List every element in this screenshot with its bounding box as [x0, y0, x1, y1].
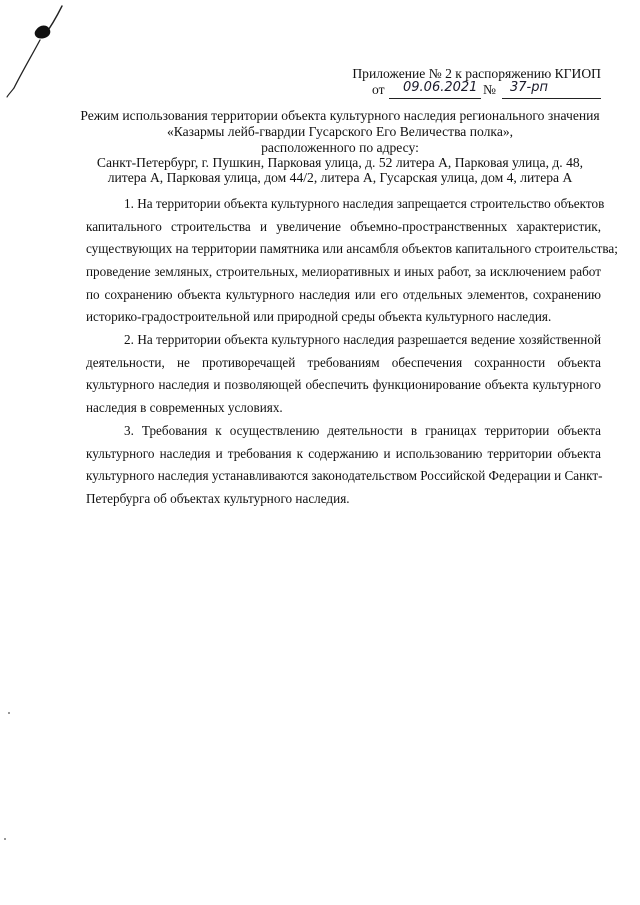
title-line: Режим использования территории объекта культурного наследия регионального значения — [80, 108, 600, 123]
date-field — [389, 80, 481, 99]
paragraph-line: культурного наследия и требования к содержанию и использованию территории объекта — [86, 446, 601, 461]
order-number: 37-рп — [510, 80, 548, 95]
paragraph-line: наследия в современных условиях. — [86, 400, 283, 415]
number-field — [502, 80, 601, 99]
paragraph-line: 2. На территории объекта культурного наследия разрешается ведение хозяйственной — [124, 332, 601, 347]
paragraph-line: историко-градостроительной или природной среды объекта культурного наследия. — [86, 309, 552, 324]
title-line: Санкт-Петербург, г. Пушкин, Парковая улица, д. 52 литера А, Парковая улица, д. 48, — [96, 155, 584, 170]
paragraph-line: культурного наследия и позволяющей обеспечить функционирование объекта культурного — [86, 377, 601, 392]
handwritten-pen-mark — [0, 0, 80, 110]
title-line: расположенного по адресу: — [261, 140, 419, 155]
paragraph-line: по сохранению объекта культурного наследия или его отдельных элементов, сохранению — [86, 287, 601, 302]
scan-speck — [8, 712, 10, 714]
number-label: № — [483, 82, 496, 97]
order-reference — [372, 82, 601, 98]
appendix-caption: Приложение № 2 к распоряжению КГИОП — [352, 66, 601, 81]
from-label: от — [372, 82, 385, 97]
title-line: «Казармы лейб-гвардии Гусарского Его Величества полка», — [166, 124, 514, 139]
paragraph-line: существующих на территории памятника или ансамбля объектов капитального строительства; — [86, 241, 618, 256]
paragraph-line: культурного наследия устанавливаются законодательством Российской Федерации и Санкт- — [86, 468, 603, 483]
paragraph-line: 3. Требования к осуществлению деятельности в границах территории объекта — [124, 423, 601, 438]
title-line: литера А, Парковая улица, дом 44/2, литера А, Гусарская улица, дом 4, литера А — [107, 170, 573, 185]
paragraph-line: деятельности, не противоречащей требованиям обеспечения сохранности объекта — [86, 355, 601, 370]
scan-speck — [4, 838, 6, 840]
order-date: 09.06.2021 — [403, 80, 478, 95]
paragraph-line: капитального строительства и увеличение объемно-пространственных характеристик, — [86, 219, 601, 234]
paragraph-line: проведение земляных, строительных, мелиоративных и иных работ, за исключением работ — [86, 264, 601, 279]
paragraph-line: 1. На территории объекта культурного наследия запрещается строительство объектов — [124, 196, 605, 211]
paragraph-line: Петербурга об объектах культурного наследия. — [86, 491, 350, 506]
